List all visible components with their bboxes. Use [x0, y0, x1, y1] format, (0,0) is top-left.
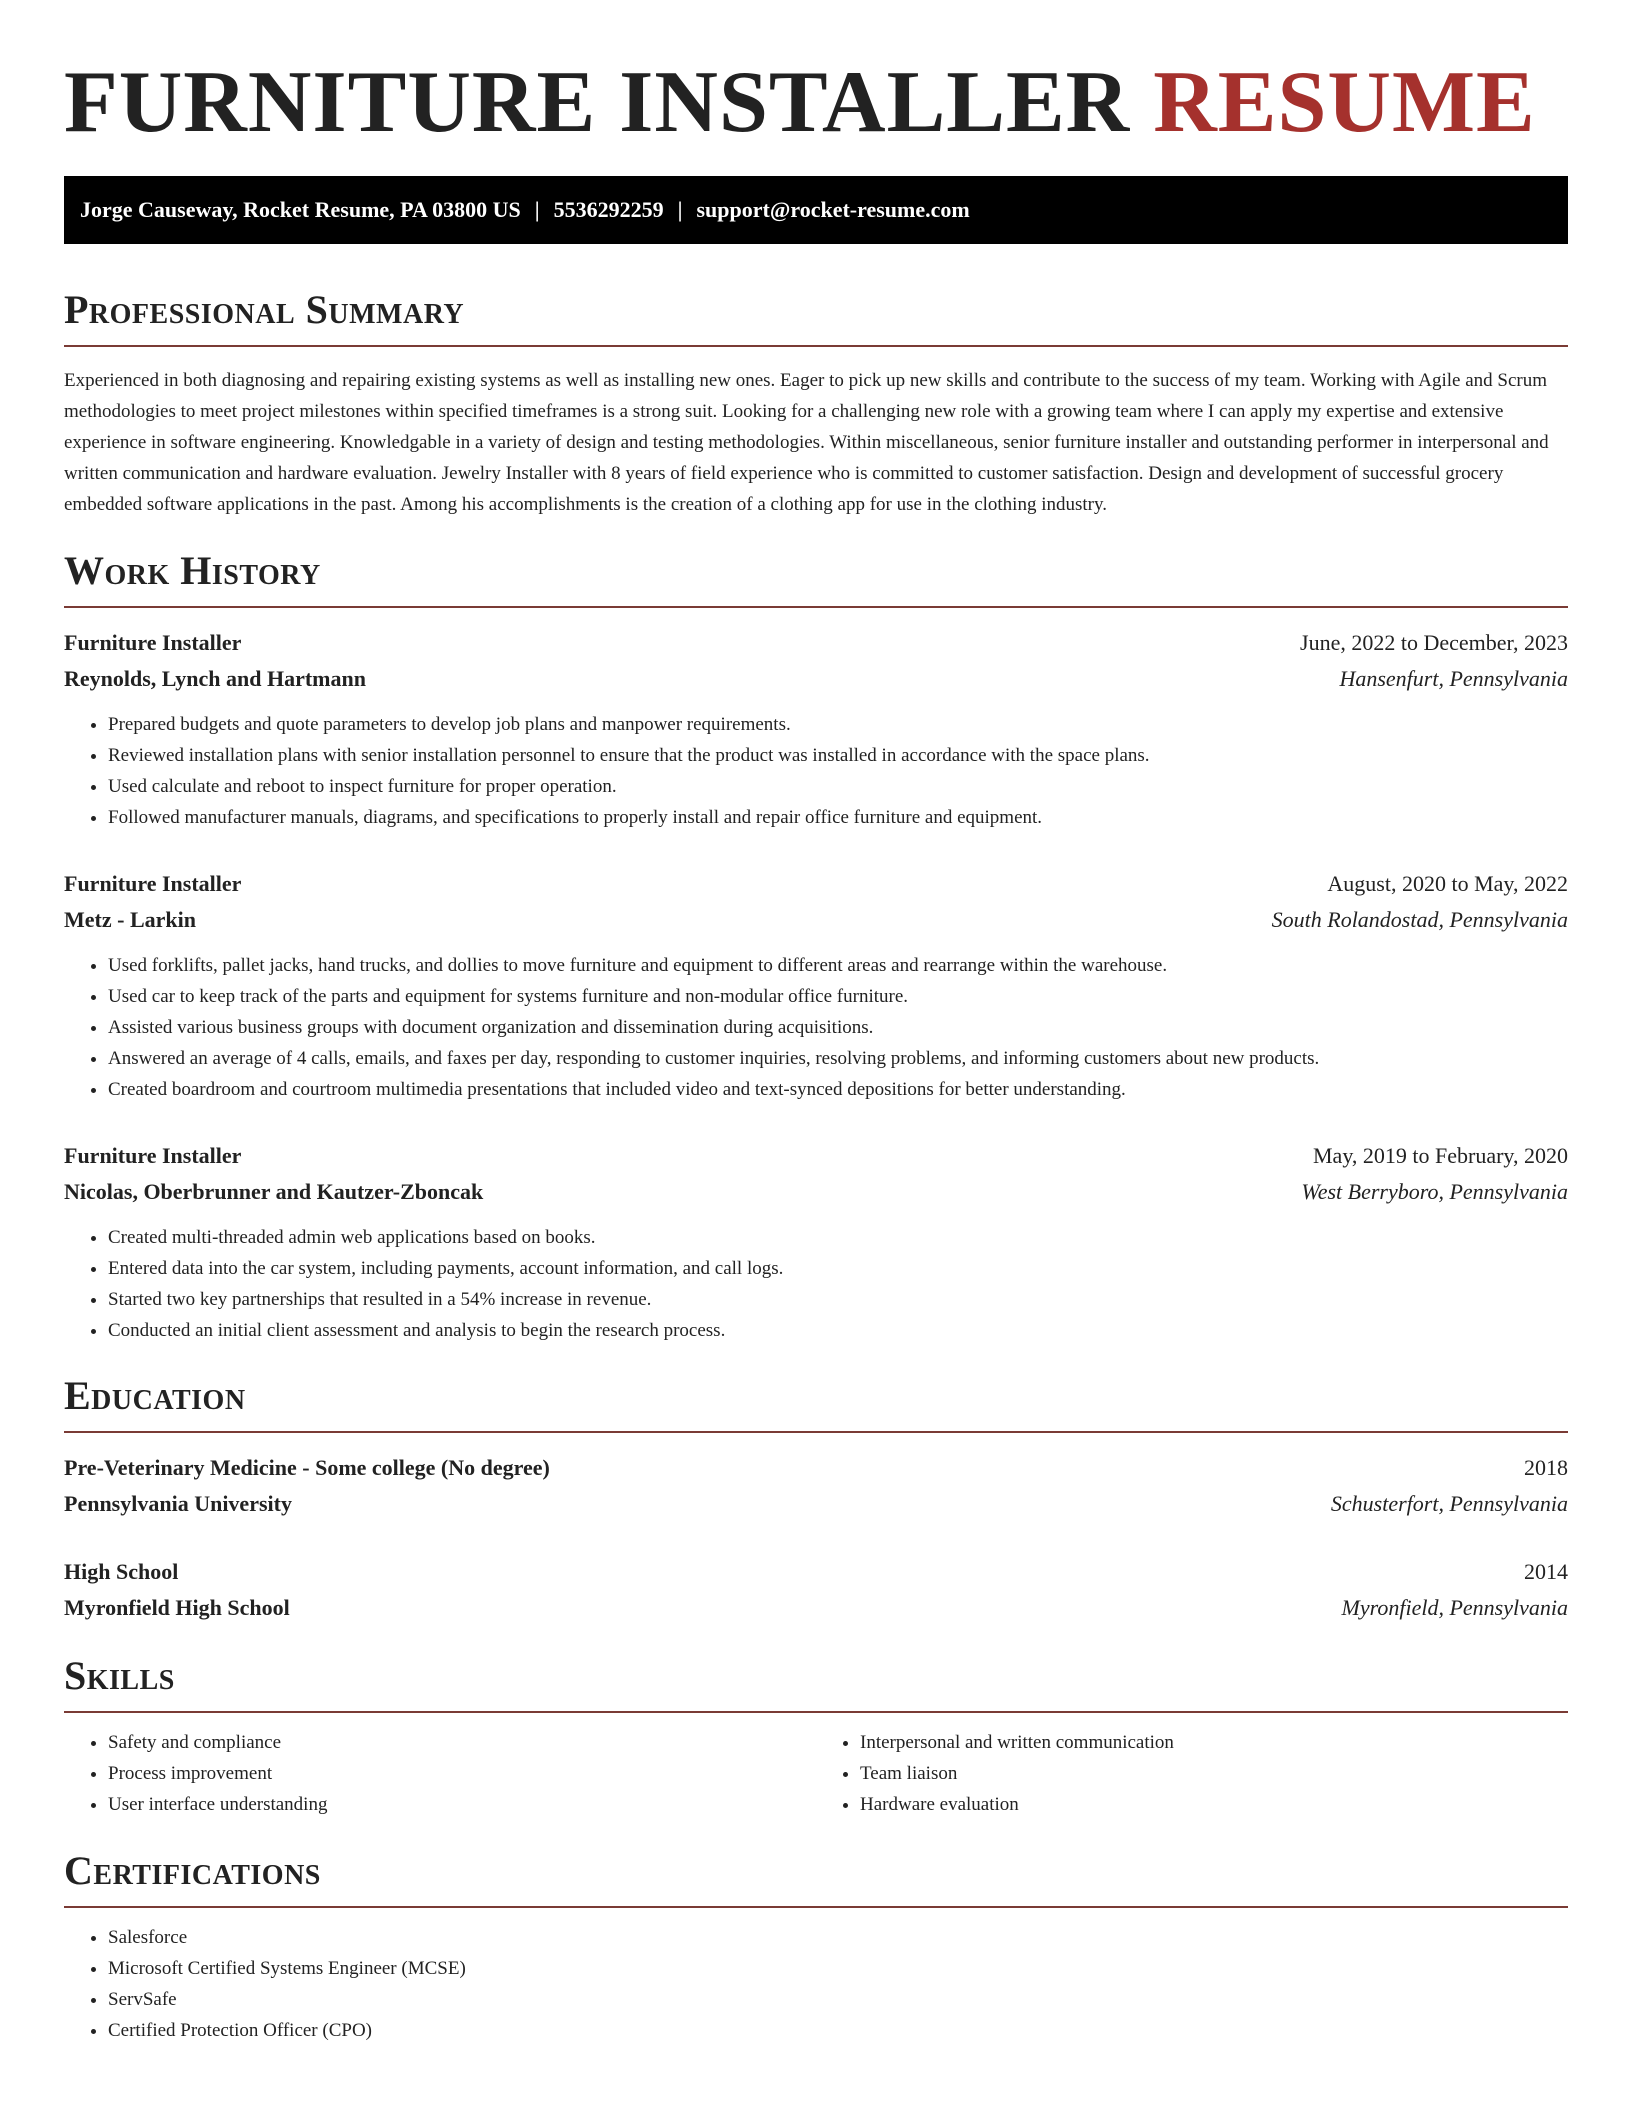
job-title: Furniture Installer — [64, 630, 242, 655]
education-school: Pennsylvania University — [64, 1491, 292, 1516]
job-bullet: • Used calculate and reboot to inspect furniture for proper operation. — [108, 771, 1568, 802]
skill-item: • Process improvement — [108, 1758, 816, 1789]
job-bullet: • Conducted an initial client assessment and analysis to begin the research process. — [108, 1315, 1568, 1346]
section-divider — [64, 345, 1568, 347]
summary-section — [64, 286, 1568, 520]
job-header-row — [64, 1138, 1568, 1174]
job-company: Reynolds, Lynch and Hartmann — [64, 666, 366, 691]
skills-column-right — [816, 1727, 1568, 1820]
contact-separator: | — [677, 197, 683, 222]
education-school: Myronfield High School — [64, 1595, 290, 1620]
title-accent: RESUME — [1153, 54, 1536, 151]
education-school-row — [64, 1590, 1568, 1626]
contact-email: support@rocket-resume.com — [696, 197, 970, 222]
summary-text: Experienced in both diagnosing and repairing existing systems as well as installing new ones. Eager to pick up new skills and contribute to the success of my team. Working with Agile and Scrum methodologies to meet project milestones within specified timeframes is a strong suit. Looking for a challenging new role with a growing team where I can apply my expertise and extensive experience in software engineering. Knowledgable in a variety of design and testing methodologies. Within miscellaneous, senior furniture installer and outstanding performer in interpersonal and written communication and hardware evaluation. Jewelry Installer with 8 years of field experience who is committed to customer satisfaction. Design and development of successful grocery embedded software applications in the past. Among his accomplishments is the creation of a clothing app for use in the clothing industry. — [64, 370, 1549, 515]
job-bullet: • Prepared budgets and quote parameters to develop job plans and manpower requirements. — [108, 709, 1568, 740]
job-company-row — [64, 1174, 1568, 1210]
job-bullet: • Reviewed installation plans with senior installation personnel to ensure that the product was installed in accordance with the space plans. — [108, 740, 1568, 771]
skill-item: • Interpersonal and written communication — [860, 1727, 1568, 1758]
education-school-row — [64, 1486, 1568, 1522]
job-location: South Rolandostad, Pennsylvania — [1271, 907, 1568, 932]
job-bullet: • Started two key partnerships that resulted in a 54% increase in revenue. — [108, 1284, 1568, 1315]
job-bullets — [64, 709, 1568, 833]
job-bullet: • Created boardroom and courtroom multimedia presentations that included video and text-synced depositions for better understanding. — [108, 1074, 1568, 1105]
job-company-row — [64, 902, 1568, 938]
job-bullet: • Assisted various business groups with document organization and dissemination during acquisitions. — [108, 1012, 1568, 1043]
job-company: Metz - Larkin — [64, 907, 196, 932]
job-header-row — [64, 625, 1568, 661]
title-main: FURNITURE INSTALLER — [64, 54, 1131, 151]
education-degree-row — [64, 1450, 1568, 1486]
job-bullets — [64, 1222, 1568, 1346]
job-bullet: • Created multi-threaded admin web applications based on books. — [108, 1222, 1568, 1253]
job-dates: June, 2022 to December, 2023 — [1300, 630, 1568, 655]
contact-separator: | — [534, 197, 540, 222]
job-location: Hansenfurt, Pennsylvania — [1339, 666, 1568, 691]
education-year: 2018 — [1524, 1455, 1568, 1480]
education-heading: Education — [64, 1373, 246, 1418]
job-bullets — [64, 950, 1568, 1105]
skill-item: • Team liaison — [860, 1758, 1568, 1789]
skills-section — [64, 1652, 1568, 1820]
contact-phone: 5536292259 — [553, 197, 664, 222]
certifications-heading: Certifications — [64, 1848, 321, 1893]
education-location: Myronfield, Pennsylvania — [1341, 1595, 1568, 1620]
skill-item: • Hardware evaluation — [860, 1789, 1568, 1820]
job-entry — [64, 625, 1568, 833]
job-company-row — [64, 661, 1568, 697]
job-dates: August, 2020 to May, 2022 — [1327, 871, 1568, 896]
job-bullet: • Followed manufacturer manuals, diagrams, and specifications to properly install and repair office furniture and equipment. — [108, 802, 1568, 833]
education-degree-row — [64, 1554, 1568, 1590]
education-degree: High School — [64, 1559, 179, 1584]
education-degree: Pre-Veterinary Medicine - Some college (No degree) — [64, 1455, 550, 1480]
section-divider — [64, 606, 1568, 608]
skills-column-left — [64, 1727, 816, 1820]
contact-bar — [64, 176, 1568, 244]
certification-item: • Microsoft Certified Systems Engineer (MCSE) — [108, 1953, 1568, 1984]
education-year: 2014 — [1524, 1559, 1568, 1584]
education-entry — [64, 1554, 1568, 1626]
skill-item: • Safety and compliance — [108, 1727, 816, 1758]
job-entry — [64, 1138, 1568, 1346]
job-header-row — [64, 866, 1568, 902]
work-history-section — [64, 547, 1568, 1346]
skill-item: • User interface understanding — [108, 1789, 816, 1820]
job-location: West Berryboro, Pennsylvania — [1301, 1179, 1568, 1204]
certifications-section — [64, 1847, 1568, 2046]
resume-title — [64, 0, 1568, 152]
section-divider — [64, 1906, 1568, 1908]
education-section — [64, 1372, 1568, 1626]
skills-heading: Skills — [64, 1653, 175, 1698]
certification-item: • Certified Protection Officer (CPO) — [108, 2015, 1568, 2046]
job-bullet: • Answered an average of 4 calls, emails, and faxes per day, responding to customer inquiries, resolving problems, and informing customers about new products. — [108, 1043, 1568, 1074]
skills-grid — [64, 1727, 1568, 1820]
job-bullet: • Used forklifts, pallet jacks, hand trucks, and dollies to move furniture and equipment to different areas and rearrange within the warehouse. — [108, 950, 1568, 981]
job-bullet: • Entered data into the car system, including payments, account information, and call logs. — [108, 1253, 1568, 1284]
certification-item: • ServSafe — [108, 1984, 1568, 2015]
education-entry — [64, 1450, 1568, 1522]
certifications-list — [64, 1922, 1568, 2046]
work-history-heading: Work History — [64, 548, 321, 593]
section-divider — [64, 1431, 1568, 1433]
job-company: Nicolas, Oberbrunner and Kautzer-Zboncak — [64, 1179, 484, 1204]
contact-address: Jorge Causeway, Rocket Resume, PA 03800 US — [80, 197, 521, 222]
summary-heading: Professional Summary — [64, 287, 465, 332]
certification-item: • Salesforce — [108, 1922, 1568, 1953]
section-divider — [64, 1711, 1568, 1713]
job-bullet: • Used car to keep track of the parts and equipment for systems furniture and non-modular office furniture. — [108, 981, 1568, 1012]
job-title: Furniture Installer — [64, 871, 242, 896]
job-dates: May, 2019 to February, 2020 — [1313, 1143, 1568, 1168]
job-entry — [64, 866, 1568, 1105]
job-title: Furniture Installer — [64, 1143, 242, 1168]
education-location: Schusterfort, Pennsylvania — [1330, 1491, 1568, 1516]
